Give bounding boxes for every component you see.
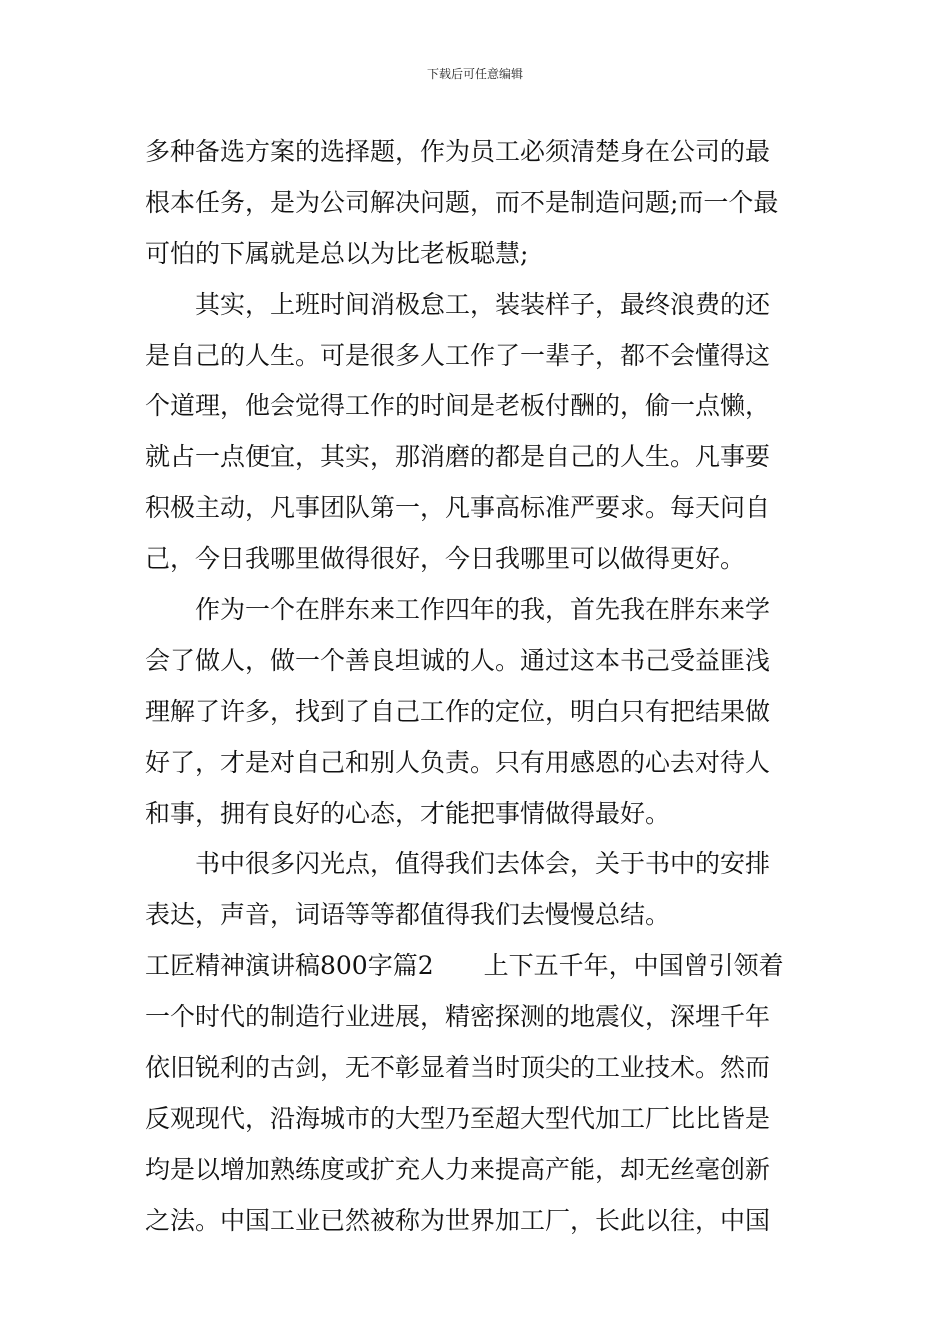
text-line: 均是以增加熟练度或扩充人力来提高产能，却无丝毫创新 <box>145 1154 771 1184</box>
document-body <box>145 127 809 1247</box>
text-line: 一个时代的制造行业进展，精密探测的地震仪，深埋千年 <box>145 1002 771 1032</box>
text-line: 多种备选方案的选择题，作为员工必须清楚身在公司的最 <box>145 137 771 166</box>
text-line: 表达，声音，词语等等都值得我们去慢慢总结。 <box>145 900 671 930</box>
paragraph-start-line: 书中很多闪光点，值得我们去体会，关于书中的安排 <box>195 849 771 879</box>
text-line: 理解了许多，找到了自己工作的定位，明白只有把结果做 <box>145 696 771 726</box>
text-line: 和事，拥有良好的心态，才能把事情做得最好。 <box>145 798 671 828</box>
text-line: 可怕的下属就是总以为比老板聪慧; <box>145 238 529 268</box>
paragraph-start-line: 作为一个在胖东来工作四年的我，首先我在胖东来学 <box>195 595 771 625</box>
text-line: 根本任务，是为公司解决问题，而不是制造问题;而一个最 <box>145 187 779 217</box>
text-line: 反观现代，沿海城市的大型乃至超大型代加工厂比比皆是 <box>145 1103 771 1133</box>
text-line: 积极主动，凡事团队第一，凡事高标准严要求。每天问自 <box>145 493 771 523</box>
text-line: 之法。中国工业已然被称为世界加工厂，长此以往，中国 <box>145 1205 771 1235</box>
text-line: 是自己的人生。可是很多人工作了一辈子，都不会懂得这 <box>145 340 771 370</box>
text-line: 会了做人，做一个善良坦诚的人。通过这本书己受益匪浅 <box>145 645 771 675</box>
text-line: 好了，才是对自己和别人负责。只有用感恩的心去对待人 <box>145 747 771 777</box>
text-line: 己，今日我哪里做得很好，今日我哪里可以做得更好。 <box>145 544 746 574</box>
text-line: 个道理，他会觉得工作的时间是老板付酬的，偷一点懒， <box>145 391 771 421</box>
text-line: 就占一点便宜，其实，那消磨的都是自己的人生。凡事要 <box>145 442 771 472</box>
section-heading-line: 工匠精神演讲稿800字篇2 上下五千年，中国曾引领着 <box>145 951 784 981</box>
text-line: 依旧锐利的古剑，无不彰显着当时顶尖的工业技术。然而 <box>145 1053 771 1083</box>
paragraph-start-line: 其实，上班时间消极怠工，装装样子，最终浪费的还 <box>195 289 771 319</box>
page-header-note: 下载后可任意编辑 <box>426 67 523 81</box>
